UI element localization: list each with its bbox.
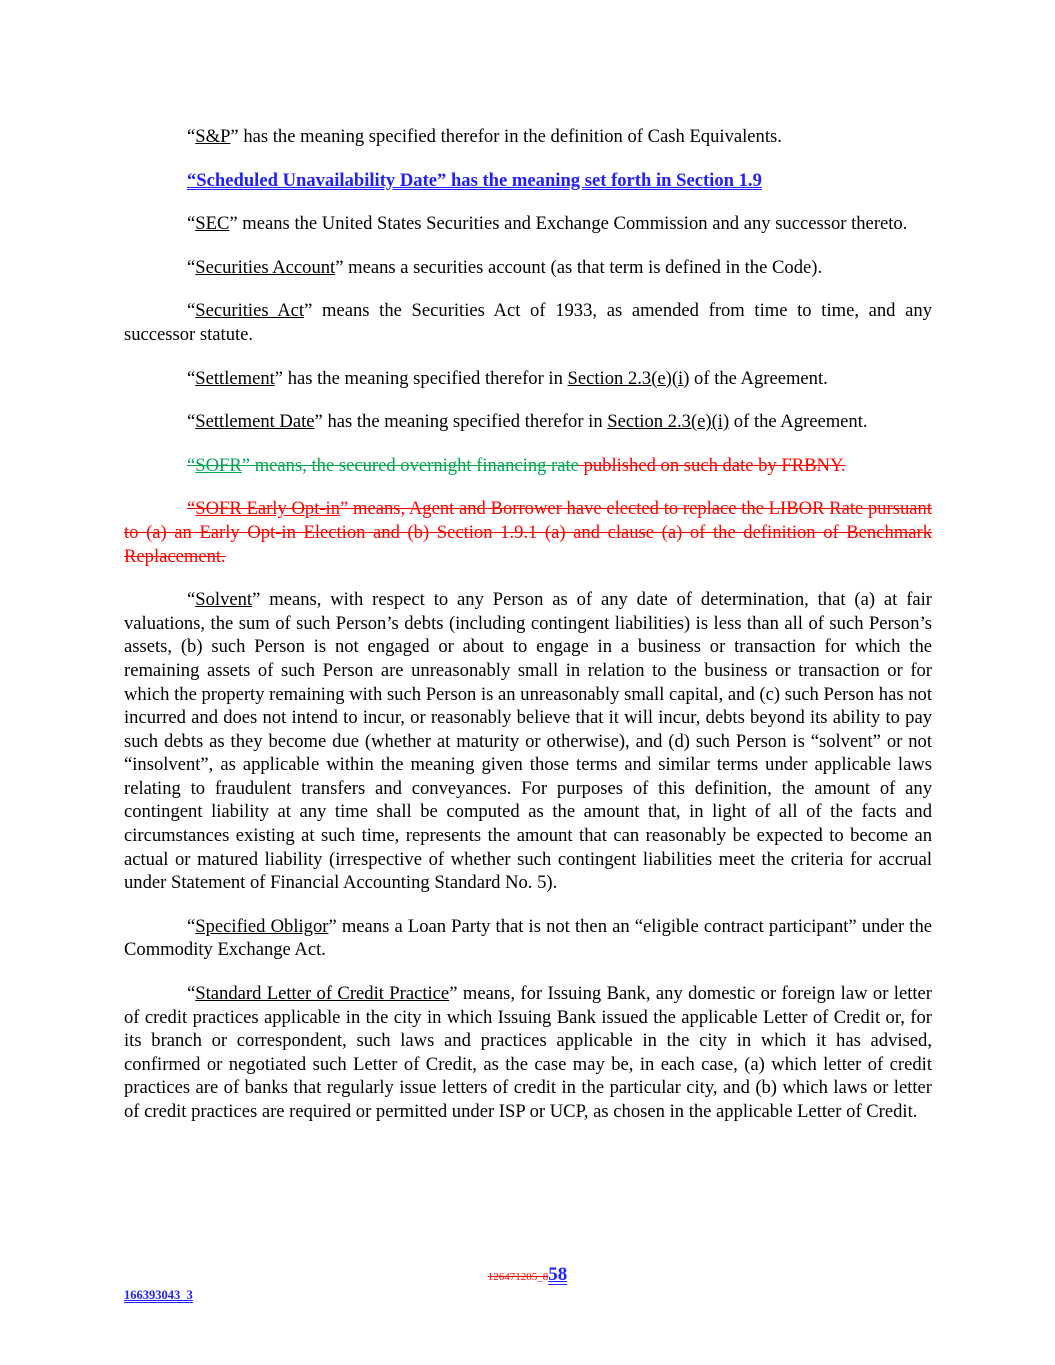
defined-term: SOFR: [195, 454, 242, 476]
definition-settlement-date: “Settlement Date” has the meaning specified therefor in Section 2.3(e)(i) of the Agreement.: [187, 411, 868, 433]
definition-text: has the meaning specified therefor in: [322, 411, 608, 433]
definition-text: means a securities account (as that term is defined in the Code).: [343, 256, 823, 278]
deleted-definition-text: means, Agent and Borrower have elected to replace the LIBOR Rate pursuant to (a) an Early Opt-in Election and (b) Section 1.9.1 (a) and clause (a) of the definition of Benchmark Replacement.: [124, 498, 933, 567]
defined-term: Specified Obligor: [195, 915, 329, 937]
old-page-number: 126471205_8: [487, 1271, 549, 1283]
defined-term: Settlement: [195, 367, 275, 389]
definition-text: means, with respect to any Person as of any date of determination, that (a) at fair valuations, the sum of such Person’s debts (including contingent liabilities) is less than all of such Person’s assets, (b) such Person is not engaged or about to engage in a business or transaction for which the remaining assets of such Person are unreasonably small in relation to the business or transaction or for which the property remaining with such Person is an unreasonably small capital, and (c) such Person has not incurred and does not intend to incur, or reasonably believe that it will incur, debts beyond its ability to pay such debts as they become due (whether at maturity or otherwise), and (d) such Person is “solvent” or not “insolvent”, as applicable within the meaning given those terms and similar terms under applicable laws relating to fraudulent transfers and conveyances. For purposes of this definition, the amount of any contingent liability at any time shall be computed as the amount that, in light of all of the facts and circumstances existing at such time, represents the amount that can reasonably be expected to become an actual or matured liability (irrespective of whether such contingent liabilities meet the criteria for accrual under Statement of Financial Accounting Standard No. 5).: [124, 589, 932, 894]
definition-solvent: “Solvent” means, with respect to any Person as of any date of determination, that (a) at fair valuations, the sum of such Person’s debts (including contingent liabilities) is less than all of such Person’s assets, (b) such Person is not engaged or about to engage in a business or transaction for which the remaining assets of such Person are unreasonably small in relation to the business or transaction or for which the property remaining with such Person is an unreasonably small capital, and (c) such Person has not incurred and does not intend to incur, or reasonably believe that it will incur, debts beyond its ability to pay such debts as they become due (whether at maturity or otherwise), and (d) such Person is “solvent” or not “insolvent”, as applicable within the meaning given those terms and similar terms under applicable laws relating to fraudulent transfers and conveyances. For purposes of this definition, the amount of any contingent liability at any time shall be computed as the amount that, in light of all of the facts and circumstances existing at such time, represents the amount that can reasonably be expected to become an actual or matured liability (irrespective of whether such contingent liabilities meet the criteria for accrual under Statement of Financial Accounting Standard No. 5).: [124, 589, 932, 894]
definition-scheduled-unavailability-date: [124, 169, 932, 193]
document-page: [124, 125, 932, 1144]
defined-term: SOFR Early Opt-in: [195, 498, 341, 520]
definition-sec: “SEC” means the United States Securities and Exchange Commission and any successor thereto.: [187, 213, 908, 235]
defined-term: Securities Act: [195, 300, 305, 322]
new-page-number: 58: [548, 1264, 568, 1285]
definition-text: means the United States Securities and Exchange Commission and any successor thereto.: [237, 213, 908, 235]
definition-sofr-deleted: [124, 454, 932, 478]
definition-text: has the meaning specified therefor in: [283, 367, 568, 389]
definition-sofr-early-opt-in-deleted: [124, 497, 932, 568]
definition-specified-obligor: “Specified Obligor” means a Loan Party that is not then an “eligible contract participant” under the Commodity Exchange Act.: [124, 915, 932, 961]
defined-term: Solvent: [195, 589, 253, 611]
deleted-text: “SOFR Early Opt-in” means, Agent and Borrower have elected to replace the LIBOR Rate pursuant to (a) an Early Opt-in Election and (b) Section 1.9.1 (a) and clause (a) of the definition of Benchmark Replacement.: [124, 498, 933, 567]
document-id: 166393043_3: [124, 1288, 193, 1302]
defined-term: S&P: [195, 126, 231, 147]
page-number: [0, 1264, 1055, 1286]
deleted-text-green: means, the secured overnight financing rate: [250, 454, 579, 476]
deleted-text-moved: “SOFR” means, the secured overnight financing rate: [187, 454, 579, 476]
defined-term: SEC: [195, 213, 230, 235]
definition-standard-letter-of-credit-practice: “Standard Letter of Credit Practice” means, for Issuing Bank, any domestic or foreign law or letter of credit practices applicable in the city in which Issuing Bank issued the applicable Letter of Credit or, for its branch or correspondent, such laws and practices applicable in the city in which it has advised, confirmed or negotiated such Letter of Credit, as the case may be, in each case, (a) which letter of credit practices are of banks that regularly issue letters of credit in the particular city, and (b) which laws or letter of credit practices are required or permitted under ISP or UCP, as chosen in the applicable Letter of Credit.: [124, 983, 932, 1122]
definition-text: means a Loan Party that is not then an “eligible contract participant” under the Commodity Exchange Act.: [124, 915, 932, 961]
definition-sp: “S&P” has the meaning specified therefor in the definition of Cash Equivalents.: [187, 126, 782, 147]
defined-term: Securities Account: [195, 256, 336, 278]
definition-text-end: of the Agreement.: [689, 367, 828, 389]
section-reference: Section 2.3(e)(i): [607, 411, 730, 433]
definition-securities-act: “Securities Act” means the Securities Act of 1933, as amended from time to time, and any successor statute.: [124, 300, 932, 345]
inserted-text: “Scheduled Unavailability Date” has the meaning set forth in Section 1.9: [187, 169, 762, 191]
defined-term: Standard Letter of Credit Practice: [195, 983, 450, 1005]
defined-term: Settlement Date: [195, 411, 315, 433]
definition-settlement: “Settlement” has the meaning specified therefor in Section 2.3(e)(i) of the Agreement.: [187, 367, 828, 389]
definition-securities-account: “Securities Account” means a securities account (as that term is defined in the Code).: [187, 256, 823, 278]
definition-text: means the Securities Act of 1933, as amended from time to time, and any successor statute.: [124, 300, 932, 345]
definition-text: means, for Issuing Bank, any domestic or foreign law or letter of credit practices applicable in the city in which Issuing Bank issued the applicable Letter of Credit or, for its branch or correspondent, such laws and practices applicable in the city in which it has advised, confirmed or negotiated such Letter of Credit, as the case may be, in each case, (a) which letter of credit practices are of banks that regularly issue letters of credit in the particular city, and (b) which laws or letter of credit practices are required or permitted under ISP or UCP, as chosen in the applicable Letter of Credit.: [124, 983, 932, 1122]
definition-text-end: of the Agreement.: [729, 411, 868, 433]
deleted-text: published on such date by FRBNY.: [578, 454, 846, 476]
section-reference: Section 2.3(e)(i): [567, 367, 690, 389]
definition-text: has the meaning specified therefor in the definition of Cash Equivalents.: [238, 126, 782, 147]
